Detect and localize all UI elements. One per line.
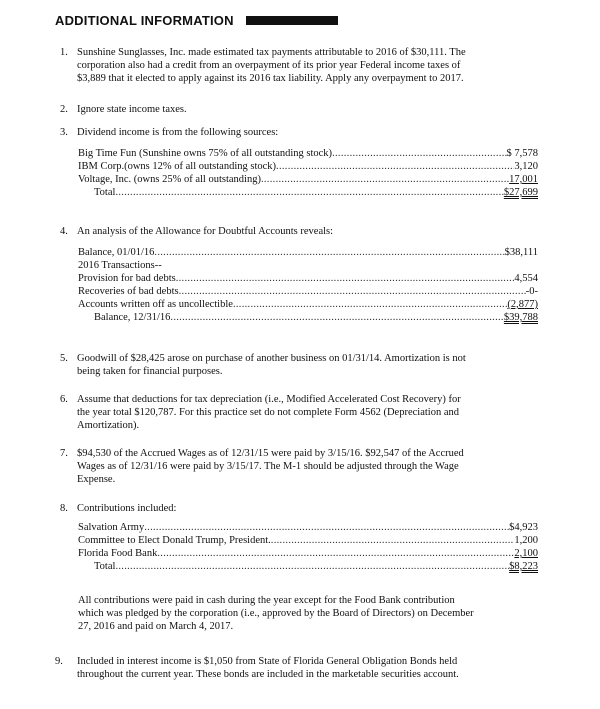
row-label: Recoveries of bad debts — [78, 286, 179, 297]
row-label: IBM Corp.(owns 12% of all outstanding stock) — [78, 161, 277, 172]
text-line: Expense. — [77, 474, 116, 485]
item-2 — [60, 103, 530, 116]
page-title: ADDITIONAL INFORMATION — [55, 13, 234, 28]
row-label: Committee to Elect Donald Trump, President. — [78, 535, 271, 546]
text-line: 27, 2016 and paid on March 4, 2017. — [78, 621, 234, 632]
item-number: 1. — [60, 47, 68, 58]
row-amount: 2,100 — [514, 548, 538, 559]
row-label: Balance, 01/01/16 — [78, 247, 155, 258]
allowance-table — [78, 246, 538, 324]
table-row — [78, 186, 538, 199]
row-amount: 3,120 — [514, 161, 538, 172]
item-number: 5. — [60, 353, 68, 364]
text-line: being taken for financial purposes. — [77, 366, 223, 377]
table-row — [78, 547, 538, 560]
leader-dots — [179, 285, 526, 298]
table-row — [78, 311, 538, 324]
item-number: 8. — [60, 503, 68, 514]
contributions-table — [78, 521, 538, 573]
row-label: Total — [94, 187, 116, 198]
item-3 — [60, 126, 530, 139]
table-row — [78, 272, 538, 285]
row-amount: $39,788 — [503, 312, 538, 323]
row-amount: (2,877) — [507, 299, 538, 310]
item-1 — [60, 46, 530, 85]
leader-dots — [271, 534, 515, 547]
redaction-bar — [246, 16, 338, 25]
item-number: 9. — [55, 656, 63, 667]
text-line: Amortization). — [77, 420, 140, 431]
item-7 — [60, 447, 530, 486]
row-label: Florida Food Bank — [78, 548, 158, 559]
table-row — [78, 246, 538, 259]
row-amount: 1,200 — [514, 535, 538, 546]
leader-dots — [115, 186, 503, 199]
leader-dots — [261, 173, 509, 186]
item-number: 3. — [60, 127, 68, 138]
table-row — [78, 560, 538, 573]
leader-dots — [170, 311, 503, 324]
text-line: Sunshine Sunglasses, Inc. made estimated tax payments attributable to 2016 of $30,111. The — [77, 47, 466, 58]
row-amount: -0- — [525, 286, 538, 297]
dividend-table — [78, 147, 538, 199]
table-row — [78, 160, 538, 173]
row-amount: $4,923 — [509, 522, 538, 533]
row-amount: 4,554 — [514, 273, 538, 284]
leader-dots — [144, 521, 509, 534]
row-label: 2016 Transactions-- — [78, 260, 162, 271]
row-label: Provision for bad debts — [78, 273, 176, 284]
item-5 — [60, 352, 530, 378]
text-line: An analysis of the Allowance for Doubtful Accounts reveals: — [77, 226, 334, 237]
leader-dots — [154, 246, 504, 259]
item-number: 2. — [60, 104, 68, 115]
header — [55, 14, 338, 27]
row-label: Salvation Army — [78, 522, 145, 533]
row-label: Accounts written off as uncollectible — [78, 299, 233, 310]
item-9 — [55, 655, 535, 681]
item-number: 4. — [60, 226, 68, 237]
text-line: corporation also had a credit from an overpayment of its prior year Federal income taxes of — [77, 60, 461, 71]
table-row — [78, 298, 538, 311]
text-line: Assume that deductions for tax depreciation (i.e., Modified Accelerated Cost Recovery) for — [77, 394, 461, 405]
text-line: throughout the current year. These bonds are included in the marketable securities account. — [77, 669, 459, 680]
text-line: which was pledged by the corporation (i.e., approved by the Board of Directors) on December — [78, 608, 474, 619]
text-line: Dividend income is from the following sources: — [77, 127, 279, 138]
leader-dots — [157, 547, 514, 560]
item-number: 7. — [60, 448, 68, 459]
item-6 — [60, 393, 530, 432]
text-line: Included in interest income is $1,050 from State of Florida General Obligation Bonds held — [77, 656, 458, 667]
item-number: 6. — [60, 394, 68, 405]
text-line: All contributions were paid in cash during the year except for the Food Bank contribution — [78, 595, 455, 606]
text-line: $3,889 that it elected to apply against its 2016 tax liability. Apply any overpayment to 2017. — [77, 73, 464, 84]
row-amount: 17,001 — [509, 174, 538, 185]
row-amount: $38,111 — [504, 247, 538, 258]
leader-dots — [233, 298, 507, 311]
row-label: Balance, 12/31/16 — [94, 312, 171, 323]
leader-dots — [276, 160, 514, 173]
leader-dots — [176, 272, 515, 285]
row-label: Big Time Fun (Sunshine owns 75% of all outstanding stock) — [78, 148, 333, 159]
row-label: Total — [94, 561, 116, 572]
table-row — [78, 173, 538, 186]
contributions-note — [78, 594, 538, 633]
text-line: $94,530 of the Accrued Wages as of 12/31/15 were paid by 3/15/16. $92,547 of the Accrued — [77, 448, 464, 459]
leader-dots — [115, 560, 509, 573]
table-row — [78, 521, 538, 534]
table-row — [78, 534, 538, 547]
table-row — [78, 285, 538, 298]
table-row — [78, 147, 538, 160]
text-line: Wages as of 12/31/16 were paid by 3/15/17. The M-1 should be adjusted through the Wage — [77, 461, 459, 472]
leader-dots — [332, 147, 506, 160]
row-amount: $ 7,578 — [506, 148, 538, 159]
table-row — [78, 259, 538, 272]
row-amount: $27,699 — [503, 187, 538, 198]
item-4 — [60, 225, 530, 238]
text-line: Ignore state income taxes. — [77, 104, 187, 115]
item-8 — [60, 502, 530, 515]
row-amount: $8,223 — [509, 561, 538, 572]
text-line: the year total $120,787. For this practice set do not complete Form 4562 (Depreciation and — [77, 407, 459, 418]
text-line: Goodwill of $28,425 arose on purchase of another business on 01/31/14. Amortization is not — [77, 353, 466, 364]
text-line: Contributions included: — [77, 503, 177, 514]
row-label: Voltage, Inc. (owns 25% of all outstanding) — [78, 174, 261, 185]
